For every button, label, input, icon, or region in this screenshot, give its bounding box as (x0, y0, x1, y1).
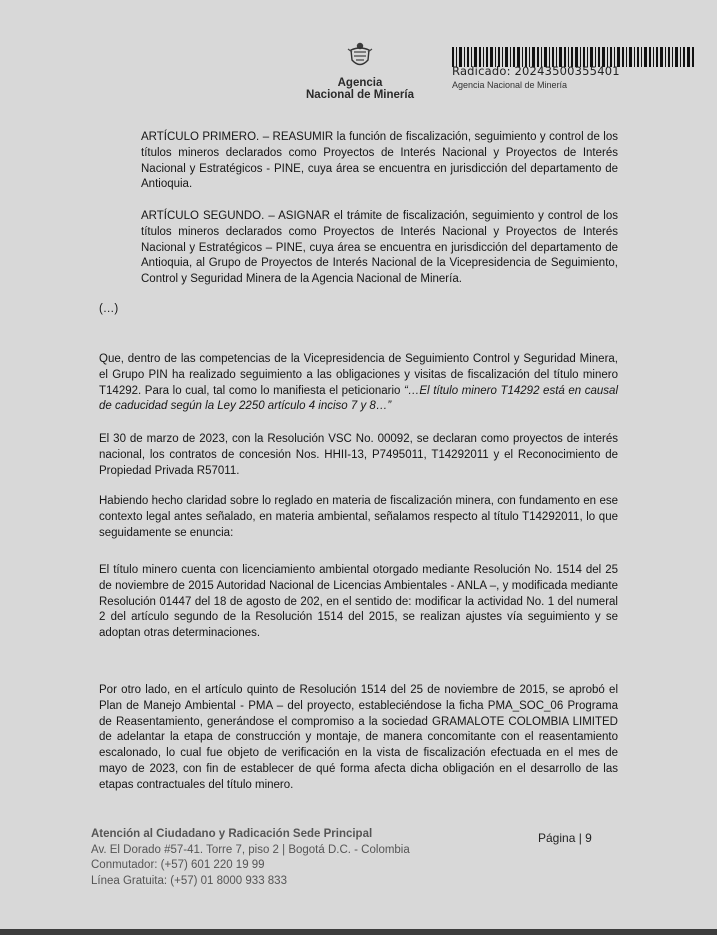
coat-of-arms-icon (347, 40, 373, 70)
article-segundo: ARTÍCULO SEGUNDO. – ASIGNAR el trámite de fiscalización, seguimiento y control de los títulos mineros declarados como Proyectos de Interés Nacional y Proyectos de Interés Nacional y Estratégicos – PINE, cuya área se encuentra en jurisdicción del departamento de Antioquia, al Grupo de Proyectos de Interés Nacional de la Vicepresidencia de Seguimiento, Control y Seguridad Minera de la Agencia Nacional de Minería. (141, 210, 618, 286)
paragraph-claridad: Habiendo hecho claridad sobre lo reglado en materia de fiscalización minera, con fundamento en ese contexto legal antes señalado, en materia ambiental, señalamos respecto al título T14292011, lo que seguidamente se enuncia: (99, 495, 618, 539)
agency-line-2: Nacional de Minería (305, 89, 414, 101)
radicado-number: Radicado: 20243500355401 (452, 64, 620, 78)
footer-title: Atención al Ciudadano y Radicación Sede Principal (91, 828, 373, 840)
paragraph-licenciamiento: El título minero cuenta con licenciamiento ambiental otorgado mediante Resolución No. 1514 del 25 de noviembre de 2015 Autoridad Nacional de Licencias Ambientales - ANLA –, y modificada mediante Resolución 01447 del 18 de agosto de 202, en el sentido de: modificar la actividad No. 1 del numeral 2 del artículo segundo de la Resolución 1514 del 2015, se realizan ajustes vía seguimiento y se adoptan otras determinaciones. (99, 564, 618, 640)
footer-phone: Conmutador: (+57) 601 220 19 99 (91, 859, 265, 871)
footer-address: Av. El Dorado #57-41. Torre 7, piso 2 | Bogotá D.C. - Colombia (91, 843, 410, 856)
paragraph-grupo-pin (99, 352, 618, 415)
agency-line-1: Agencia (337, 77, 383, 89)
footer-free-line: Línea Gratuita: (+57) 01 8000 933 833 (91, 874, 287, 887)
agency-name (300, 77, 420, 101)
paragraph-text: Que, dentro de las competencias de la Vicepresidencia de Seguimiento Control y Seguridad Minera, el Grupo PIN ha realizado seguimiento a las obligaciones y visitas de fiscalización del título minero T14292. Para lo cual, tal como lo manifiesta el peticionario (99, 353, 618, 397)
ellipsis-marker: (…) (99, 303, 119, 315)
footer-contact (91, 827, 410, 889)
paragraph-resolucion-vsc: El 30 de marzo de 2023, con la Resolución VSC No. 00092, se declaran como proyectos de interés nacional, los contratos de concesión Nos. HHII-13, P7495011, T14292011 y el Reconocimiento de Propiedad Privada R57011. (99, 433, 618, 477)
page-number: Página | 9 (538, 831, 592, 845)
petitioner-quote: “…El título minero T14292 está en causal de caducidad según la Ley 2250 artículo 4 inciso 7 y 8…” (99, 384, 619, 413)
agency-logo (300, 40, 420, 101)
article-primero: ARTÍCULO PRIMERO. – REASUMIR la función de fiscalización, seguimiento y control de los títulos mineros declarados como Proyectos de Interés Nacional y Proyectos de Interés Nacional y Estratégicos - PINE, cuya área se encuentra en jurisdicción del departamento de Antioquia. (141, 131, 618, 191)
bottom-border (0, 929, 717, 935)
paragraph-pma: Por otro lado, en el artículo quinto de Resolución 1514 del 25 de noviembre de 2015, se aprobó el Plan de Manejo Ambiental - PMA – del proyecto, estableciéndose la ficha PMA_SOC_06 Programa de Reasentamiento, generándose el compromiso a la sociedad GRAMALOTE COLOMBIA LIMITED de adelantar la etapa de construcción y montaje, de manera concomitante con el reasentamiento escalonado, lo cual fue objeto de verificación en la vista de fiscalización efectuada en el mes de mayo de 2023, con fin de establecer de qué forma afecta dicha obligación en el desarrollo de las etapas contractuales del título minero. (99, 684, 618, 791)
radicado-agency: Agencia Nacional de Minería (452, 80, 568, 90)
